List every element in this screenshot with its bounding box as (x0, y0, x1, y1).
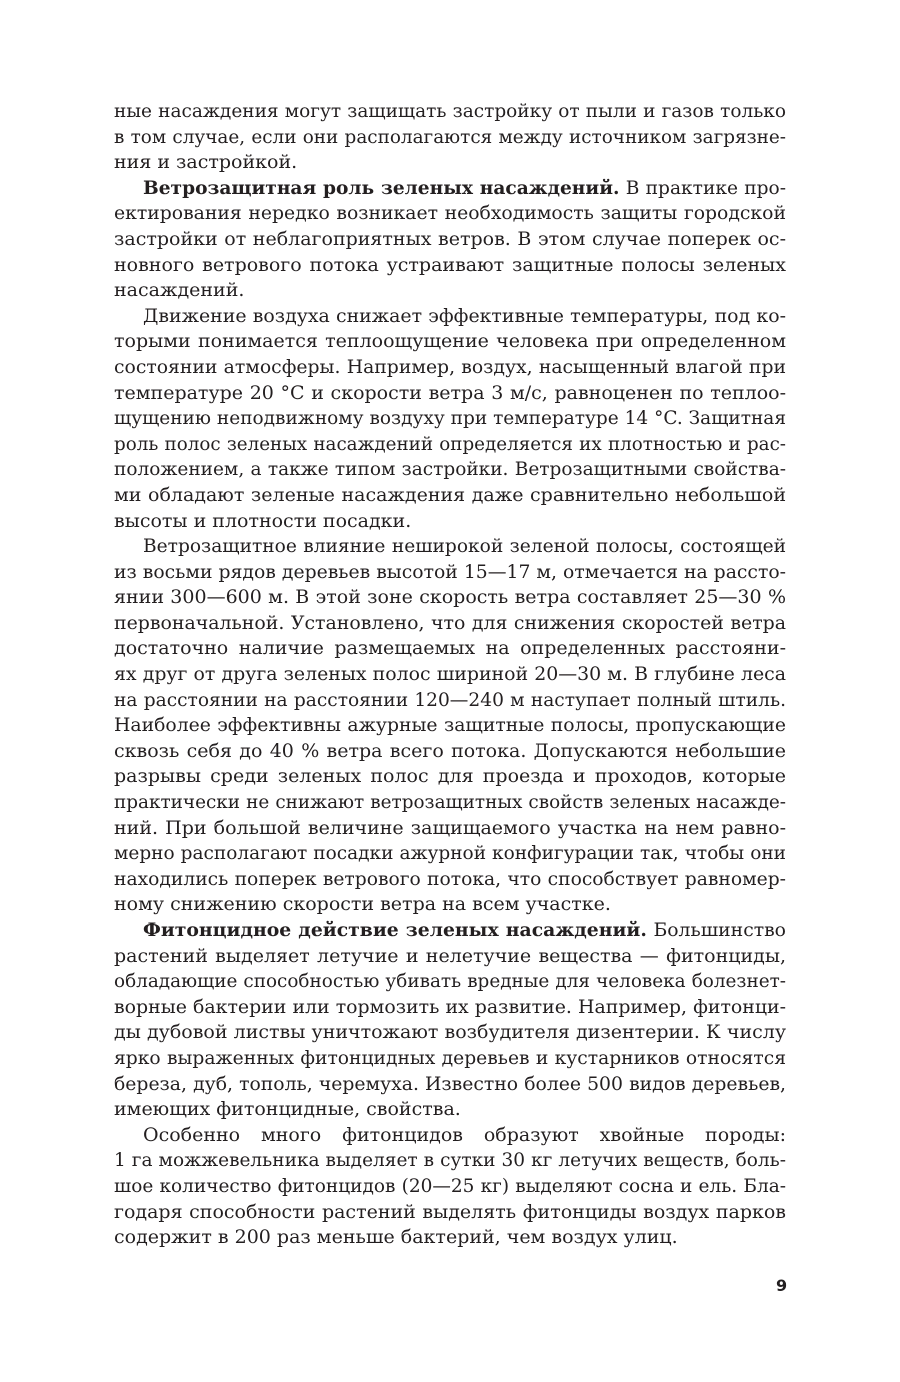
text-line: растений выделяет летучие и нелетучие вещества — фитонциды, (114, 944, 786, 967)
text-line: ному снижению скорости ветра на всем участке. (114, 893, 611, 916)
text-line: ний. При большой величине защищаемого участка на нем равно- (114, 816, 786, 839)
text-line: на расстоянии на расстоянии 120—240 м наступает полный штиль. (114, 689, 786, 711)
page-number: 9 (776, 1276, 788, 1295)
text-line: из восьми рядов деревьев высотой 15—17 м, отмечается на рассто- (114, 561, 786, 583)
text-line: новного ветрового потока устраивают защитные полосы зеленых (114, 253, 786, 276)
text-line: ды дубовой листвы уничтожают возбудителя дизентерии. К числу (114, 1021, 786, 1044)
text-line: ные насаждения могут защищать застройку от пыли и газов только (114, 101, 786, 122)
text-line: содержит в 200 раз меньше бактерий, чем воздух улиц. (114, 1226, 678, 1249)
text-line: Движение воздуха снижает эффективные температуры, под ко- (143, 304, 786, 327)
text-line: разрывы среди зеленых полос для проезда и проходов, которые (114, 765, 786, 788)
text-line: ях друг от друга зеленых полос шириной 20—30 м. В глубине леса (114, 663, 786, 686)
text-line: 1 га можжевельника выделяет в сутки 30 кг летучих веществ, боль- (114, 1150, 786, 1172)
text-line: щущению неподвижному воздуху при температуре 14 °C. Защитная (114, 408, 786, 430)
text-line (114, 176, 786, 202)
text-line: роль полос зеленых насаждений определяется их плотностью и рас- (114, 433, 786, 455)
text-line: имеющих фитонцидные, свойства. (114, 1098, 461, 1121)
text-line: насаждений. (114, 279, 245, 302)
text-line: застройки от неблагоприятных ветров. В этом случае поперек ос- (114, 227, 786, 250)
text-line: первоначальной. Установлено, что для снижения скоростей ветра (114, 611, 786, 634)
text-line: ектирования нередко возникает необходимость защиты городской (114, 203, 786, 225)
text-line: высоты и плотности посадки. (114, 509, 412, 532)
text-line: Ветрозащитное влияние неширокой зеленой полосы, состоящей (143, 536, 786, 558)
text-line: ярко выраженных фитонцидных деревьев и кустарников относятся (114, 1047, 786, 1069)
text-line: практически не снижают ветрозащитных свойств зеленых насажде- (114, 792, 786, 814)
text-line: в том случае, если они располагаются между источником загрязне- (114, 126, 786, 148)
text-line: Особенно много фитонцидов образуют хвойные породы: (143, 1123, 786, 1146)
text-line: годаря способности растений выделять фитонциды воздух парков (114, 1200, 786, 1223)
text-line: достаточно наличие размещаемых на определенных расстояни- (114, 637, 786, 660)
text-line: положением, а также типом застройки. Ветрозащитными свойства- (114, 459, 786, 481)
text-line: шое количество фитонцидов (20—25 кг) выделяют сосна и ель. Бла- (114, 1175, 786, 1197)
text-line: береза, дуб, тополь, черемуха. Известно более 500 видов деревьев, (114, 1073, 786, 1095)
text-line: янии 300—600 м. В этой зоне скорость ветра составляет 25—30 % (114, 586, 786, 609)
text-line: находились поперек ветрового потока, что способствует равномер- (114, 868, 786, 890)
text-line: температуре 20 °C и скорости ветра 3 м/с, равноценен по теплоо- (114, 381, 786, 404)
page-body-text (114, 99, 786, 1251)
text-line: обладающие способностью убивать вредные для человека болезнет- (114, 971, 786, 993)
text-line-run: В практике про- (619, 177, 786, 199)
text-line: Наиболее эффективны ажурные защитные полосы, пропускающие (114, 715, 786, 737)
section-heading-windbreak: Ветрозащитная роль зеленых насаждений. (143, 177, 620, 199)
text-line-run: Большинство (646, 920, 786, 941)
text-line: состоянии атмосферы. Например, воздух, насыщенный влагой при (114, 356, 786, 378)
text-line: торыми понимается теплоощущение человека при определенном (114, 330, 786, 353)
text-line: сквозь себя до 40 % ветра всего потока. Допускаются небольшие (114, 739, 786, 762)
text-line: ворные бактерии или тормозить их развитие. Например, фитонци- (114, 995, 786, 1018)
text-line (114, 918, 786, 944)
text-line: ми обладают зеленые насаждения даже сравнительно небольшой (114, 483, 786, 506)
section-heading-phytoncide: Фитонцидное действие зеленых насаждений. (143, 919, 647, 941)
text-line: ния и застройкой. (114, 151, 298, 174)
text-line: мерно располагают посадки ажурной конфигурации так, чтобы они (114, 843, 786, 865)
